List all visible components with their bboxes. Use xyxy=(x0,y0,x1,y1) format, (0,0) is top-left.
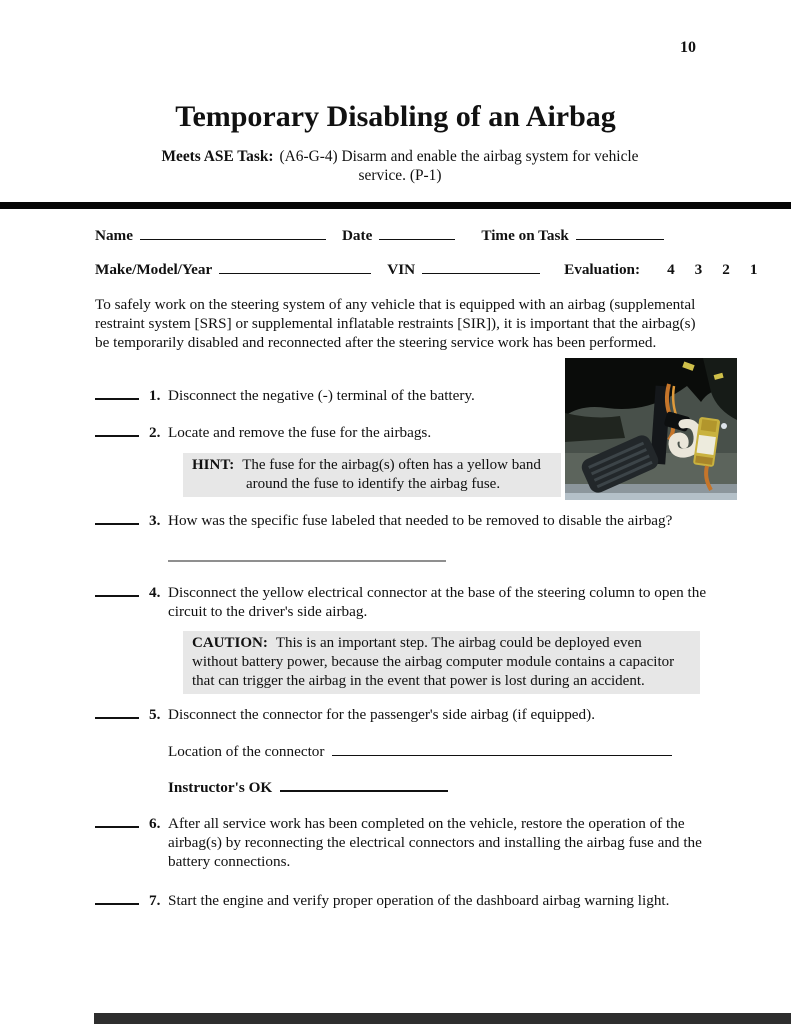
step-1-check-blank xyxy=(95,396,139,400)
step-6-check-blank xyxy=(95,824,139,828)
page-scan-edge xyxy=(94,1013,791,1024)
step-1-number: 1. xyxy=(149,387,161,404)
step-1-text: Disconnect the negative (-) terminal of the battery. xyxy=(168,387,475,404)
instructor-ok-line xyxy=(168,778,448,797)
caution-label: CAUTION: xyxy=(192,635,268,651)
step-4-text: Disconnect the yellow electrical connector at the base of the steering column to open the circuit to the driver's side airbag. xyxy=(168,584,707,620)
step-2-text: Locate and remove the fuse for the airbags. xyxy=(168,424,432,441)
step-3-text: How was the specific fuse labeled that needed to be removed to disable the airbag? xyxy=(168,512,673,529)
evaluation-score-1: 1 xyxy=(749,261,758,278)
time-on-task-field-line xyxy=(576,237,664,240)
header-divider-rule xyxy=(0,202,791,209)
evaluation-score-3: 3 xyxy=(694,261,703,278)
connector-location-label: Location of the connector xyxy=(168,743,325,760)
connector-location-field-line xyxy=(332,753,672,756)
under-dash-photo xyxy=(565,358,737,500)
step-4 xyxy=(95,583,708,621)
step-3 xyxy=(95,511,708,530)
hint-box xyxy=(183,453,561,497)
connector-location-line xyxy=(168,742,672,761)
make-model-year-field-line xyxy=(219,271,371,274)
step-7-check-blank xyxy=(95,901,139,905)
hint-label: HINT: xyxy=(192,457,235,473)
ase-task-label: Meets ASE Task: xyxy=(161,148,274,165)
vin-field-line xyxy=(422,271,540,274)
instructor-ok-field-line xyxy=(280,788,448,792)
name-field-line xyxy=(140,237,326,240)
intro-paragraph: To safely work on the steering system of any vehicle that is equipped with an airbag (supplemental restraint system [SRS] or supplemental inflatable restraints [SIR]), it is important that the airbag(s) be temporarily disabled and reconnected after the steering service work has been performed. xyxy=(95,296,696,351)
make-model-year-label: Make/Model/Year xyxy=(95,261,213,278)
date-field-line xyxy=(379,237,455,240)
page-number: 10 xyxy=(680,39,696,56)
instructor-ok-label: Instructor's OK xyxy=(168,779,273,796)
page-title: Temporary Disabling of an Airbag xyxy=(175,100,616,133)
evaluation-score-2: 2 xyxy=(722,261,730,278)
ase-task-subtitle xyxy=(160,147,640,185)
step-3-number: 3. xyxy=(149,512,161,529)
step-5 xyxy=(95,705,708,724)
step-2-number: 2. xyxy=(149,424,161,441)
ase-task-text: (A6-G-4) Disarm and enable the airbag system for vehicle service. (P-1) xyxy=(279,148,639,184)
step-6-text: After all service work has been completed on the vehicle, restore the operation of the airbag(s) by reconnecting the electrical connectors and installing the airbag fuse and the battery connections. xyxy=(168,815,702,870)
evaluation-score-4: 4 xyxy=(667,261,675,278)
under-dash-photo-illustration xyxy=(565,358,737,500)
step-5-text: Disconnect the connector for the passenger's side airbag (if equipped). xyxy=(168,706,595,723)
step-7-text: Start the engine and verify proper operation of the dashboard airbag warning light. xyxy=(168,892,670,909)
step-7 xyxy=(95,891,708,910)
step-2-check-blank xyxy=(95,433,139,437)
step-4-check-blank xyxy=(95,593,139,597)
step-7-number: 7. xyxy=(149,892,161,909)
form-row-vehicle xyxy=(95,260,757,279)
step-5-check-blank xyxy=(95,715,139,719)
name-label: Name xyxy=(95,227,133,244)
step-6-number: 6. xyxy=(149,815,161,832)
step-4-number: 4. xyxy=(149,584,161,601)
step-5-number: 5. xyxy=(149,706,161,723)
caution-text: This is an important step. The airbag could be deployed even without battery power, because the airbag computer module contains a capacitor that can trigger the airbag in the event that power is lost during an accident. xyxy=(192,635,675,689)
hint-text: The fuse for the airbag(s) often has a yellow band around the fuse to identify the airbag fuse. xyxy=(242,457,541,492)
step-3-check-blank xyxy=(95,521,139,525)
date-label: Date xyxy=(341,227,373,244)
vin-label: VIN xyxy=(387,261,416,278)
step-6 xyxy=(95,814,708,871)
step-3-answer-line xyxy=(168,560,446,562)
caution-box xyxy=(183,631,700,694)
evaluation-label: Evaluation: xyxy=(564,261,641,278)
form-row-name-date-time xyxy=(95,226,664,245)
time-on-task-label: Time on Task xyxy=(481,227,569,244)
